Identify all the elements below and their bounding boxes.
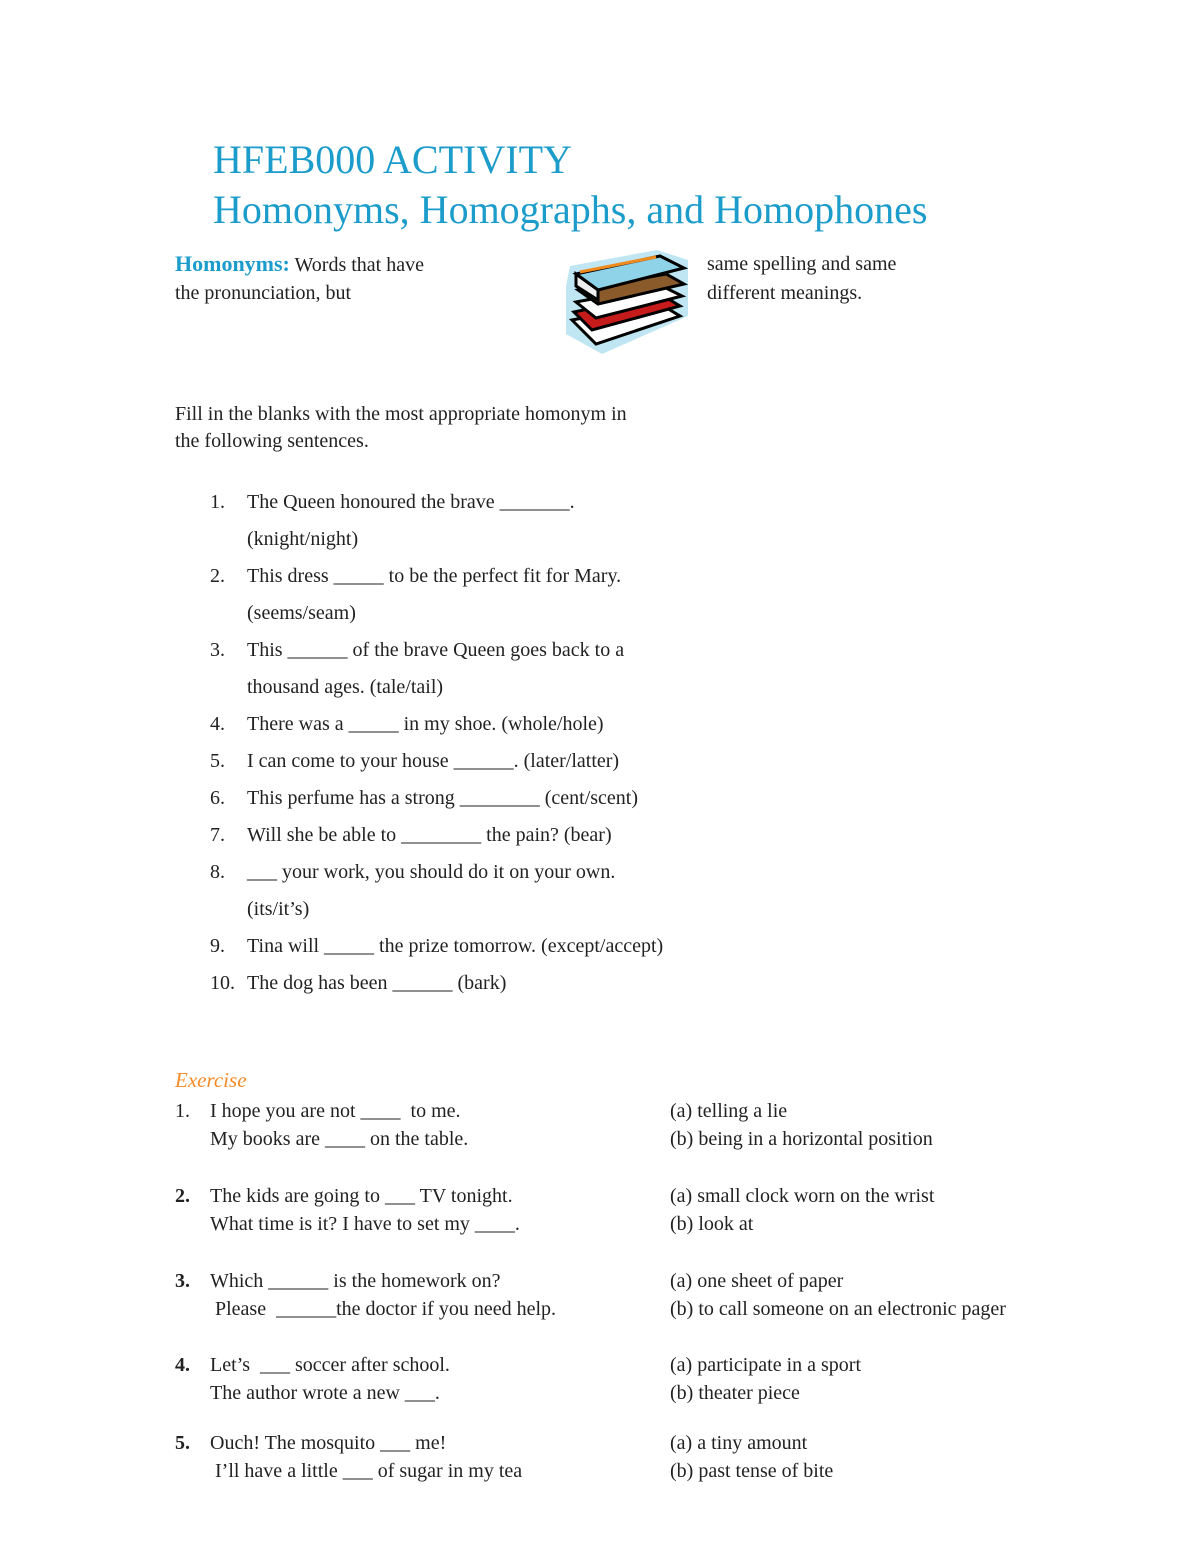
fill-item [210,632,663,669]
item-number [210,669,247,706]
fill-item [210,854,663,891]
exercise-item [175,1182,1075,1238]
exercise-number: 5. [175,1432,190,1454]
exercise-sentence: The kids are going to ___ TV tonight. [210,1185,513,1207]
instructions-line2: the following sentences. [175,430,369,452]
item-text: thousand ages. (tale/tail) [247,676,444,698]
fill-item [210,595,663,632]
item-number: 2. [210,565,225,587]
fill-item [210,780,663,817]
item-number [210,595,247,632]
definition-term: Homonyms: [175,251,290,276]
item-number: 3. [210,639,225,661]
item-number: 4. [210,713,225,735]
exercise-sentence: My books are ____ on the table. [210,1128,469,1150]
item-number: 7. [210,824,225,846]
exercise-sentence: I’ll have a little ___ of sugar in my tea [210,1460,523,1482]
exercise-meaning: (a) small clock worn on the wrist [670,1185,935,1207]
item-text: (seems/seam) [247,602,356,624]
item-number: 6. [210,787,225,809]
item-number [210,521,247,558]
exercise-sentence: What time is it? I have to set my ____. [210,1213,520,1235]
page-title: Homonyms, Homographs, and Homophones [213,187,928,232]
definition-right-line1: same spelling and same [707,253,897,275]
exercise-meaning: (b) theater piece [670,1382,800,1404]
item-text: Will she be able to ________ the pain? (bear) [247,824,612,846]
fill-item [210,706,663,743]
fill-item [210,817,663,854]
definition-right-line2: different meanings. [707,282,863,304]
exercise-item [175,1267,1075,1323]
item-number: 9. [210,935,225,957]
item-text: (its/it’s) [247,898,310,920]
item-text: I can come to your house ______. (later/latter) [247,750,620,772]
fill-item [210,558,663,595]
fill-item [210,484,663,521]
item-text: This perfume has a strong ________ (cent/scent) [247,787,639,809]
instructions-line1: Fill in the blanks with the most appropriate homonym in [175,403,627,425]
definition-text: Words that have [294,254,424,276]
exercise-meaning: (b) past tense of bite [670,1460,834,1482]
exercise-number: 4. [175,1354,190,1376]
fill-item [210,891,663,928]
exercise-sentence: The author wrote a new ___. [210,1382,440,1404]
exercise-item [175,1351,1075,1407]
exercise-meaning: (b) to call someone on an electronic pager [670,1298,1006,1320]
exercise-item [175,1429,1075,1485]
exercise-sentence: Please ______the doctor if you need help. [210,1298,557,1320]
item-text: Tina will _____ the prize tomorrow. (except/accept) [247,935,664,957]
item-number: 8. [210,861,225,883]
item-number: 10. [210,972,235,994]
exercise-meaning: (b) look at [670,1213,754,1235]
fill-item [210,928,663,965]
fill-item [210,669,663,706]
item-text: This ______ of the brave Queen goes back to a [247,639,625,661]
fill-item [210,521,663,558]
books-stack-icon [562,246,692,358]
item-number: 1. [210,491,225,513]
item-number [210,891,247,928]
item-text: This dress _____ to be the perfect fit for Mary. [247,565,622,587]
exercise-sentence: Let’s ___ soccer after school. [210,1354,450,1376]
exercise-item [175,1097,1075,1153]
exercise-meaning: (a) telling a lie [670,1100,788,1122]
item-text: (knight/night) [247,528,359,550]
fill-item [210,965,663,1002]
item-text: The Queen honoured the brave _______. [247,491,575,513]
exercise-number: 2. [175,1185,190,1207]
item-number: 5. [210,750,225,772]
item-text: The dog has been ______ (bark) [247,972,507,994]
definition-left-line1 [175,250,424,279]
exercise-sentence: Ouch! The mosquito ___ me! [210,1432,447,1454]
exercise-sentence: I hope you are not ____ to me. [210,1100,461,1122]
exercise-meaning: (a) participate in a sport [670,1354,862,1376]
activity-code-title: HFEB000 ACTIVITY [213,137,572,182]
item-text: There was a _____ in my shoe. (whole/hole) [247,713,604,735]
exercise-meaning: (a) a tiny amount [670,1432,808,1454]
exercise-heading: Exercise [175,1068,247,1092]
exercise-meaning: (b) being in a horizontal position [670,1128,933,1150]
exercise-number: 3. [175,1270,190,1292]
item-text: ___ your work, you should do it on your own. [247,861,616,883]
exercise-number: 1. [175,1100,190,1122]
definition-left-line2: the pronunciation, but [175,282,352,304]
exercise-meaning: (a) one sheet of paper [670,1270,844,1292]
fill-in-list [210,484,663,1002]
exercise-sentence: Which ______ is the homework on? [210,1270,501,1292]
fill-item [210,743,663,780]
